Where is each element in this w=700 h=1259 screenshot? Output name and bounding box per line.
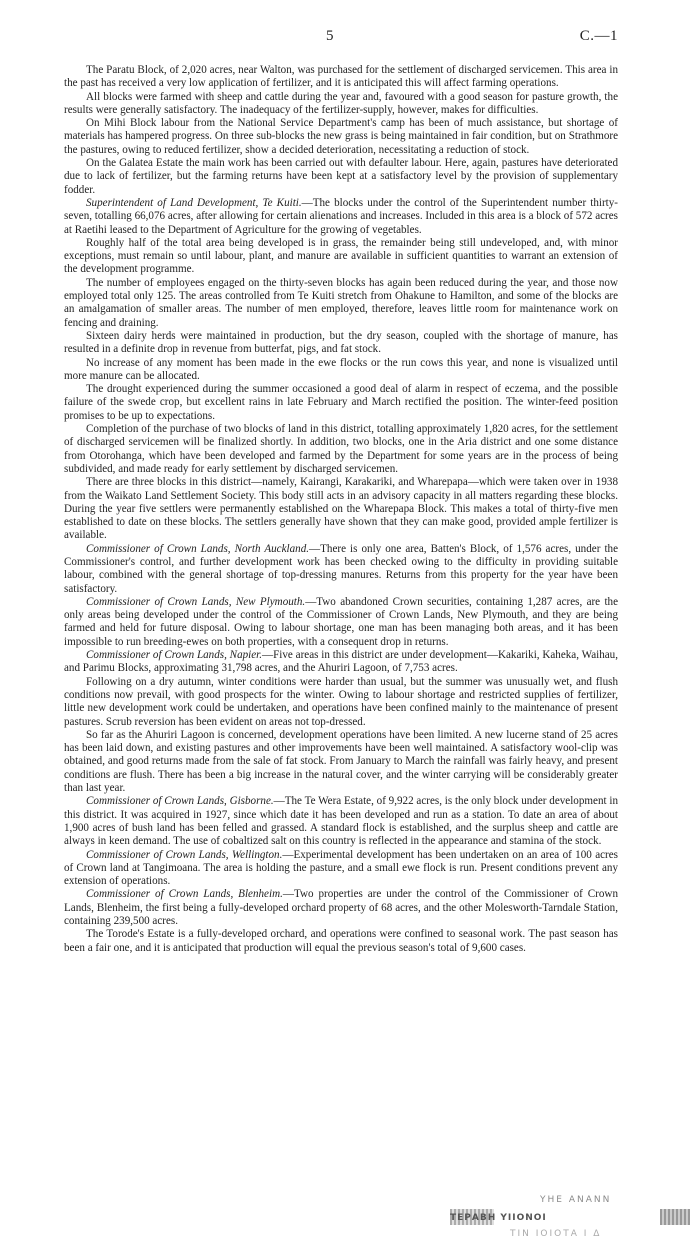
document-body: [64, 64, 618, 955]
paragraph-text: All blocks were farmed with sheep and cattle during the year and, favoured with a good season for pasture growth, the results were generally satisfactory. The inadequacy of the fertilizer-supply, however, makes for difficulties.: [64, 90, 618, 116]
paragraph-text: Following on a dry autumn, winter conditions were harder than usual, but the summer was unusually wet, and flush conditions now prevail, with good prospects for the winter. Owing to labour shortage and restricted supplies of fertilizer, little new development work could be undertaken, and operations have been confined mainly to the maintenance of present pastures. Scrub reversion has been evident on areas not top-dressed.: [64, 675, 618, 728]
paragraph: [64, 383, 618, 423]
section-heading: Commissioner of Crown Lands, North Auckland.: [86, 542, 310, 555]
paragraph: [64, 117, 618, 157]
section-heading: Superintendent of Land Development, Te Kuiti.: [86, 196, 302, 209]
paragraph: [64, 237, 618, 277]
paragraph-text: —Two abandoned Crown securities, containing 1,287 acres, are the only areas being developed under the control of the Commissioner of Crown Lands, New Plymouth, and they are being farmed and held for future disposal. Owing to labour shortage, one man has been managing both areas, and it has been impossible to run breeding-ewes on both properties, with a consequent drop in returns.: [64, 595, 619, 648]
paragraph-text: There are three blocks in this district—namely, Kairangi, Karakariki, and Wharepapa—which were taken over in 1938 from the Waikato Land Settlement Society. This body still acts in an advisory capacity in all matters regarding these blocks. During the year five settlers were permanently established on the Wharepapa Block. This makes a total of thirty-five men established to date on these blocks. The settlers generally have shown that they can make good, provided ample fertilizer is available.: [64, 476, 618, 542]
page-header: [64, 28, 618, 64]
stamp-line-3: ΤΙΝ ΙΟΙΟΤΑ Ι Δ: [510, 1229, 602, 1239]
paragraph: [64, 649, 618, 676]
library-stamp: [450, 1193, 690, 1245]
stamp-line-1: ΥΗΕ ΑΝΑΝΝ: [540, 1195, 612, 1205]
section-heading: Commissioner of Crown Lands, Blenheim.: [86, 888, 283, 901]
paragraph-text: The number of employees engaged on the thirty-seven blocks has again been reduced during the year, and those now employed total only 125. The areas controlled from Te Kuiti stretch from Ohakune to Hamilton, and some of the blocks are an amalgamation of smaller areas. The number of men employed, therefore, leaves little room for maintenance work on fencing and draining.: [64, 276, 618, 329]
paragraph: [64, 795, 618, 848]
stamp-line-2: ΤΕΡΑΒΗ ΥΙΙΟΝΟΙ: [450, 1213, 547, 1223]
paragraph-text: Sixteen dairy herds were maintained in production, but the dry season, coupled with the shortage of manure, has resulted in a definite drop in revenue from butterfat, pigs, and fat stock.: [64, 329, 618, 356]
paragraph: [64, 197, 618, 237]
paragraph-text: Completion of the purchase of two blocks of land in this district, totalling approximately 1,820 acres, for the settlement of discharged servicemen will be finalized shortly. In addition, two blocks, one in the Aria district and one some distance from Otorohanga, which have been developed and farmed by the Department for some years are in the process of being subdivided, and made ready for early settlement by discharged servicemen.: [64, 423, 618, 475]
paragraph-text: No increase of any moment has been made in the ewe flocks or the run cows this year, and none is visualized until more manure can be allocated.: [64, 356, 618, 382]
paragraph-text: On the Galatea Estate the main work has been carried out with defaulter labour. Here, again, pastures have deteriorated due to lack of fertilizer, but the farming returns have been kept at a satisfactory level by the provision of supplementary fodder.: [64, 157, 618, 196]
paragraph-text: —Five areas in this district are under development—Kakariki, Kaheka, Waihau, and Parimu Blocks, approximating 31,798 acres, and the Ahuriri Lagoon, of 7,753 acres.: [64, 649, 618, 675]
paragraph-text: The Paratu Block, of 2,020 acres, near Walton, was purchased for the settlement of discharged servicemen. This area in the past has received a very low application of fertilizer, and it is anticipated this will affect farming operations.: [64, 64, 618, 90]
section-heading: Commissioner of Crown Lands, Wellington.: [86, 848, 283, 861]
paragraph-text: Roughly half of the total area being developed is in grass, the remainder being still undeveloped, and, with minor exceptions, must remain so until labour, plant, and manure are available in sufficient quantities to warrant an extension of the development programme.: [64, 236, 618, 276]
paragraph: [64, 543, 618, 596]
paragraph-text: —Two properties are under the control of the Commissioner of Crown Lands, Blenheim, the first being a fully-developed orchard property of 68 acres, and the other Molesworth-Tarndale Station, containing 239,500 acres.: [64, 888, 618, 927]
paragraph: [64, 64, 618, 91]
paragraph: [64, 888, 618, 928]
section-heading: Commissioner of Crown Lands, Napier.: [86, 649, 263, 662]
paragraph: [64, 476, 618, 542]
paragraph-text: —The blocks under the control of the Superintendent number thirty-seven, totalling 66,076 acres, after allowing for certain alienations and increases. Included in this area is a block of 572 acres at Raetihi leased to the Department of Agriculture for the growing of vegetables.: [64, 196, 619, 236]
paragraph: [64, 330, 618, 357]
paragraph: [64, 729, 618, 795]
paragraph-text: —The Te Wera Estate, of 9,922 acres, is the only block under development in this district. It was acquired in 1927, since which date it has been developed and run as a station. To date an area of about 1,900 acres of bush land has been felled and grassed. A standard flock is established, and the surplus sheep and cattle are always in keen demand. The use of cobaltized salt on this country is reflected in the appearance and stamina of the stock.: [64, 795, 618, 848]
paragraph-text: On Mihi Block labour from the National Service Department's camp has been of much assistance, but shortage of materials has hampered progress. On three sub-blocks the new grass is being maintained in fair condition, but on Strathmore the pastures, owing to reduced fertilizer, show a decided deterioration, necessitating a reduction of stock.: [64, 117, 618, 156]
paragraph: [64, 91, 618, 118]
section-heading: Commissioner of Crown Lands, Gisborne.: [86, 795, 274, 808]
paragraph-text: The drought experienced during the summer occasioned a good deal of alarm in respect of eczema, and the possible failure of the swede crop, but excellent rains in late February and March rectified the position. The winter-feed position promises to be up to expectations.: [64, 383, 618, 422]
paragraph-text: —There is only one area, Batten's Block, of 1,576 acres, under the Commissioner's control, and further development work has been checked owing to the difficulty in providing suitable labour, combined with the general shortage of top-dressing manures. Returns from this property for the year have been satisfactory.: [64, 542, 618, 595]
paragraph: [64, 596, 618, 649]
section-heading: Commissioner of Crown Lands, New Plymouth.: [86, 595, 306, 608]
paragraph: [64, 157, 618, 197]
paragraph: [64, 849, 618, 889]
paragraph-text: So far as the Ahuriri Lagoon is concerned, development operations have been limited. A new lucerne stand of 25 acres has been laid down, and existing pastures and other improvements have been well maintained. A satisfactory wool-clip was obtained, and good returns made from the sale of fat stock. From January to March the rainfall was fairly heavy, and present conditions are flush. There has been a big increase in the natural cover, and the winter carrying will be considerably greater than last year.: [64, 728, 618, 795]
paragraph: [64, 357, 618, 384]
paragraph: [64, 928, 618, 955]
paragraph: [64, 277, 618, 330]
paragraph-text: The Torode's Estate is a fully-developed orchard, and operations were confined to seasonal work. The past season has been a fair one, and it is anticipated that production will equal the previous season's total of 9,600 cases.: [64, 928, 618, 954]
page-number: 5: [326, 28, 334, 44]
document-code: C.—1: [579, 28, 618, 44]
paragraph: [64, 676, 618, 729]
paragraph: [64, 423, 618, 476]
paragraph-text: —Experimental development has been undertaken on an area of 100 acres of Crown land at Tangimoana. The area is holding the pasture, and a small ewe flock is run. Present conditions prevent any extension of operations.: [64, 848, 618, 888]
